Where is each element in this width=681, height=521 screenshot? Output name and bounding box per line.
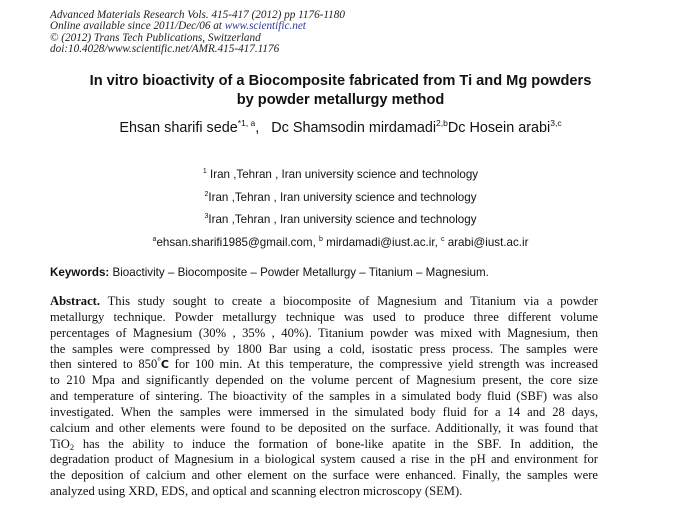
abstract-text: This study sought to create a biocomposite of Magnesium and Titanium via a powder <box>100 294 598 308</box>
abstract-line: degradation product of Magnesium in a biological system caused a rise in the pH and environment for <box>50 452 598 467</box>
abstract-line <box>50 294 598 310</box>
abstract-line: metallurgy technique. Powder metallurgy technique was used to produce three different volume <box>50 309 598 324</box>
abstract-text: then sintered to 850 <box>50 357 158 372</box>
subscript: 2 <box>69 441 75 452</box>
doi-line: doi:10.4028/www.scientific.net/AMR.415-417.1176 <box>50 43 280 56</box>
publisher-link[interactable]: www.scientific.net <box>224 20 306 33</box>
paper-title <box>0 72 681 110</box>
affiliation-text: Iran ,Tehran , Iran university science and technology <box>208 213 477 227</box>
abstract-text: for 100 min. At this temperature, the compressive yield strength was increased <box>168 357 598 372</box>
abstract-line: calcium and other elements were found to be deposited on the surface. Additionally, it was found that <box>50 420 598 435</box>
copyright-line: © (2012) Trans Tech Publications, Switzerland <box>50 31 261 44</box>
abstract-text: has the ability to induce the formation of bone-like apatite in the SBF. In addition, the <box>74 436 598 451</box>
author-name: Dc Hosein arabi <box>447 120 551 136</box>
abstract-line: and temperature of sintering. The bioactivity of the samples in a simulated body fluid (SBF) was also <box>50 389 598 404</box>
affiliation-mark: 3 <box>204 213 209 221</box>
keywords-text: Bioactivity – Biocomposite – Powder Metallurgy – Titanium – Magnesium. <box>109 266 489 279</box>
affiliation-text: Iran ,Tehran , Iran university science and technology <box>206 168 479 181</box>
email-address[interactable]: ehsan.sharifi1985@gmail.com, <box>156 236 320 250</box>
author-marks: 2,b <box>436 118 448 128</box>
abstract-line: analyzed using XRD, EDS, and optical and scanning electron microscopy (SEM). <box>50 484 463 499</box>
abstract-line: percentages of Magnesium (30% , 35% , 40%). Titanium powder was mixed with Magnesium, then <box>50 325 598 340</box>
affiliation-text: Iran ,Tehran , Iran university science and technology <box>208 190 477 204</box>
email-mark: c <box>441 236 445 244</box>
email-mark: a <box>152 236 157 244</box>
title-line-2: by powder metallurgy method <box>236 92 445 108</box>
affiliation-line <box>0 164 681 187</box>
email-address[interactable]: mirdamadi@iust.ac.ir, <box>322 236 442 250</box>
email-address[interactable]: arabi@iust.ac.ir <box>444 236 529 250</box>
affiliation-mark: 1 <box>202 168 207 175</box>
keywords <box>50 266 489 279</box>
abstract-line <box>50 437 598 453</box>
author-separator: , <box>255 120 268 136</box>
affiliation-line <box>0 209 681 232</box>
title-line-1: In vitro bioactivity of a Biocomposite fabricated from Ti and Mg powders <box>89 73 592 89</box>
author-list <box>0 120 681 136</box>
abstract-text: TiO <box>50 436 70 451</box>
abstract <box>50 294 598 500</box>
email-line <box>0 232 681 255</box>
abstract-line: the samples were compressed by 1800 Bar using a cold, isostatic press process. The samples were <box>50 341 598 356</box>
abstract-line <box>50 357 598 373</box>
degree-symbol: ° <box>157 356 161 367</box>
abstract-line: to 210 Mpa and significantly depended on the volume percent of Magnesium present, the core size <box>50 373 598 388</box>
author-name: Ehsan sharifi sede <box>119 120 238 136</box>
journal-citation: Advanced Materials Research Vols. 415-417 (2012) pp 1176-1180 <box>50 9 345 21</box>
online-availability: Online available since 2011/Dec/06 at www.scientific.net <box>50 20 306 33</box>
keywords-label: Keywords: <box>50 266 110 279</box>
affiliation-line <box>0 187 681 210</box>
affiliations <box>0 164 681 255</box>
author-marks: *1, a <box>237 118 256 128</box>
author-name: Dc Shamsodin mirdamadi <box>271 120 437 136</box>
abstract-label: Abstract. <box>50 294 101 308</box>
author-marks: 3,c <box>550 118 562 128</box>
affiliation-mark: 2 <box>204 190 209 198</box>
celsius-unit: C <box>160 358 169 372</box>
email-mark: b <box>319 236 323 244</box>
abstract-line: the deposition of calcium and other element on the surface were enhanced. Finally, the samples were <box>50 468 598 483</box>
journal-header <box>50 10 345 56</box>
abstract-line: investigated. When the samples were immersed in the simulated body fluid for a 14 and 28 days, <box>50 404 598 419</box>
